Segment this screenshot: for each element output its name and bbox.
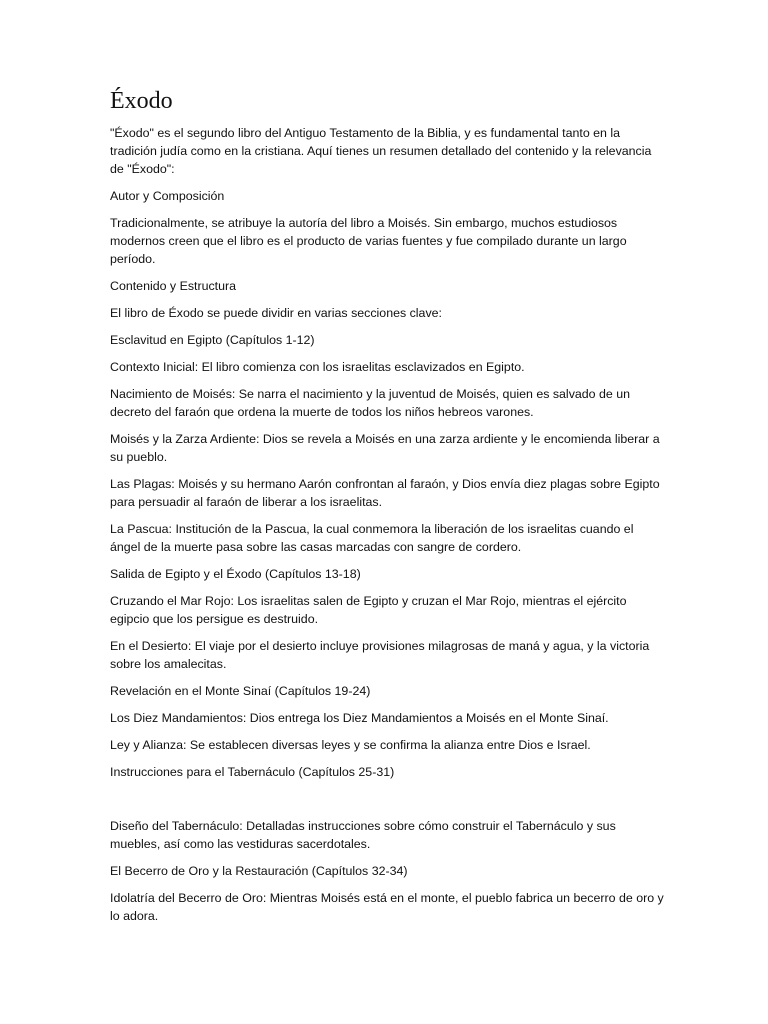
paragraph-diseno-tabernaculo: Diseño del Tabernáculo: Detalladas instrucciones sobre cómo construir el Tabernáculo y sus muebles, así como las vestiduras sacerdotales. [110, 819, 616, 851]
document-page [110, 86, 665, 934]
autor-paragraph: Tradicionalmente, se atribuye la autoría del libro a Moisés. Sin embargo, muchos estudiosos modernos creen que el libro es el producto de varias fuentes y fue compilado durante un largo período. [110, 216, 627, 266]
paragraph-desierto: En el Desierto: El viaje por el desierto incluye provisiones milagrosas de maná y agua, y la victoria sobre los amalecitas. [110, 639, 650, 671]
paragraph-mar-rojo: Cruzando el Mar Rojo: Los israelitas salen de Egipto y cruzan el Mar Rojo, mientras el ejército egipcio que los persigue es destruido. [110, 594, 627, 626]
section-heading-becerro: El Becerro de Oro y la Restauración (Capítulos 32-34) [110, 864, 408, 878]
paragraph-nacimiento-moises: Nacimiento de Moisés: Se narra el nacimiento y la juventud de Moisés, quien es salvado de un decreto del faraón que ordena la muerte de todos los niños hebreos varones. [110, 387, 631, 419]
paragraph-idolatria: Idolatría del Becerro de Oro: Mientras Moisés está en el monte, el pueblo fabrica un becerro de oro y lo adora. [110, 891, 664, 923]
section-heading-salida: Salida de Egipto y el Éxodo (Capítulos 13-18) [110, 567, 361, 581]
section-heading-tabernaculo: Instrucciones para el Tabernáculo (Capítulos 25-31) [110, 765, 395, 779]
section-heading-sinai: Revelación en el Monte Sinaí (Capítulos 19-24) [110, 684, 371, 698]
paragraph-zarza-ardiente: Moisés y la Zarza Ardiente: Dios se revela a Moisés en una zarza ardiente y le encomienda liberar a su pueblo. [110, 432, 660, 464]
paragraph-contexto-inicial: Contexto Inicial: El libro comienza con los israelitas esclavizados en Egipto. [110, 360, 525, 374]
paragraph-pascua: La Pascua: Institución de la Pascua, la cual conmemora la liberación de los israelitas cuando el ángel de la muerte pasa sobre las casas marcadas con sangre de cordero. [110, 522, 634, 554]
intro-paragraph: "Éxodo" es el segundo libro del Antiguo Testamento de la Biblia, y es fundamental tanto en la tradición judía como en la cristiana. Aquí tienes un resumen detallado del contenido y la relevancia de "Éxodo": [110, 126, 652, 176]
paragraph-plagas: Las Plagas: Moisés y su hermano Aarón confrontan al faraón, y Dios envía diez plagas sobre Egipto para persuadir al faraón de liberar a los israelitas. [110, 477, 660, 509]
contenido-paragraph: El libro de Éxodo se puede dividir en varias secciones clave: [110, 306, 442, 320]
section-heading-esclavitud: Esclavitud en Egipto (Capítulos 1-12) [110, 333, 315, 347]
paragraph-mandamientos: Los Diez Mandamientos: Dios entrega los Diez Mandamientos a Moisés en el Monte Sinaí. [110, 711, 609, 725]
section-heading-contenido: Contenido y Estructura [110, 279, 237, 293]
section-heading-autor: Autor y Composición [110, 189, 225, 203]
paragraph-ley-alianza: Ley y Alianza: Se establecen diversas leyes y se confirma la alianza entre Dios e Israel. [110, 738, 591, 752]
document-title: Éxodo [110, 88, 173, 114]
